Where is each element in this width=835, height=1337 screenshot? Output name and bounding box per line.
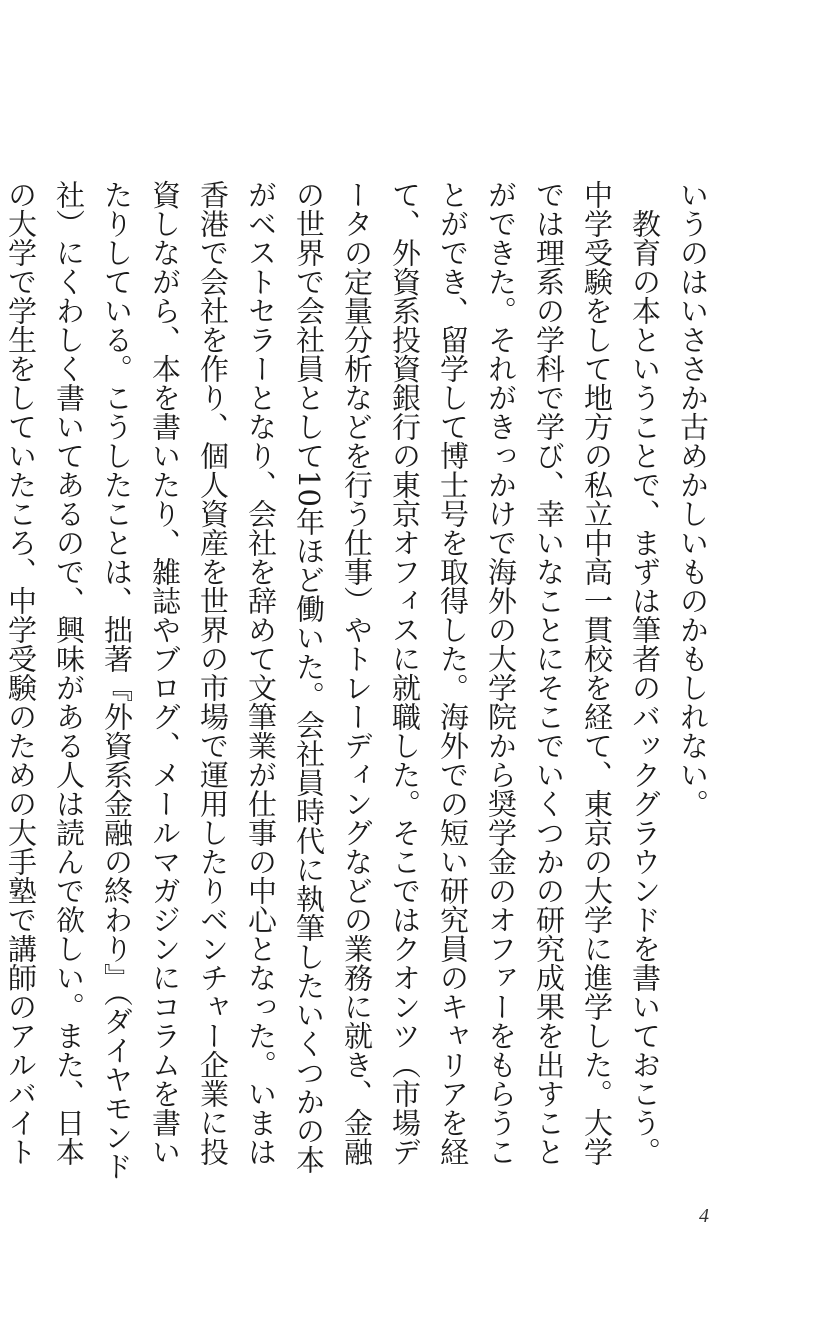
paragraph-continuation: いうのはいささか古めかしいものかもしれない。 <box>676 180 710 818</box>
vertical-text-body <box>0 180 717 1190</box>
page-number: 4 <box>699 1205 709 1227</box>
paragraph-background: 教育の本ということで、まずは筆者のバックグラウンドを書いておこう。中学受験をして地方の私立中高一貫校を経て、東京の大学に進学した。大学では理系の学科で学び、幸いなことにそこでいくつかの研究成果を出すことができた。それがきっかけで海外の大学院から奨学金のオファーをもらうことができ、留学して博士号を取得した。海外での短い研究員のキャリアを経て、外資系投資銀行の東京オフィスに就職した。そこではクオンツ（市場データの定量分析などを行う仕事）やトレーディングなどの業務に就き、金融の世界で会社員として10年ほど働いた。会社員時代に執筆したいくつかの本がベストセラーとなり、会社を辞めて文筆業が仕事の中心となった。いまは香港で会社を作り、個人資産を世界の市場で運用したりベンチャー企業に投資しながら、本を書いたり、雑誌やブログ、メールマガジンにコラムを書いたりしている。こうしたことは、拙著『外資系金融の終わり』（ダイヤモンド社）にくわしく書いてあるので、興味がある人は読んで欲しい。また、日本の大学で学生をしていたころ、中学受験のための大手塾で講師のアルバイト <box>4 180 662 1181</box>
